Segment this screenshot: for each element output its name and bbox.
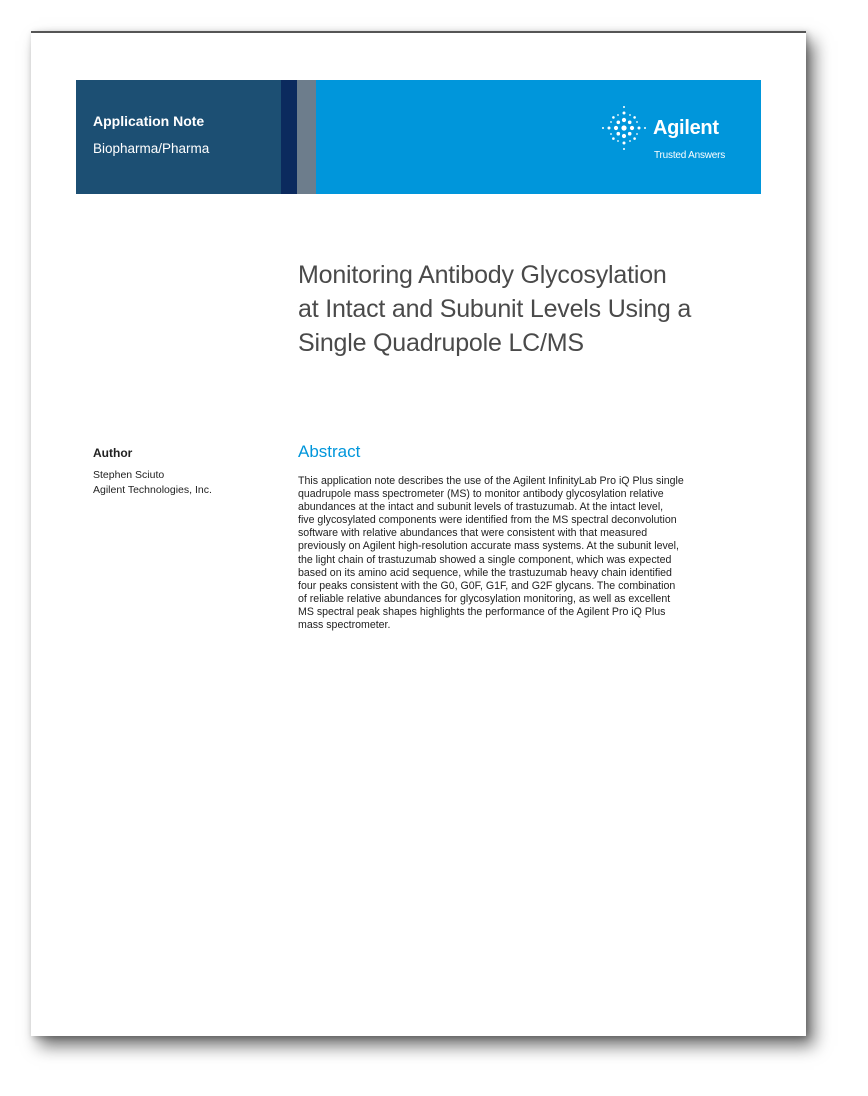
banner-doc-info — [76, 80, 281, 194]
document-category: Biopharma/Pharma — [93, 141, 210, 156]
document-page — [31, 31, 806, 1036]
agilent-logo — [598, 102, 728, 172]
abstract-heading: Abstract — [298, 442, 361, 461]
abstract-body: This application note describes the use of the Agilent InfinityLab Pro iQ Plus single quadrupole mass spectrometer (MS) to monitor antibody glycosylation relative abundances at the intact and subunit levels of trastuzumab. At the intact level, five glycosylated components were identified from the MS spectral deconvolution software with relative abundances that were consistent with that measured previously on Agilent high-resolution accurate mass systems. At the subunit level, the light chain of trastuzumab showed a single component, which was expected based on its amino acid sequence, while the trastuzumab heavy chain identified four peaks consistent with the G0, G0F, G1F, and G2F glycans. The combination of reliable relative abundances for glycosylation monitoring, as well as excellent MS spectral peak shapes highlights the performance of the Agilent Pro iQ Plus mass spectrometer. — [298, 475, 684, 632]
banner-stripe-navy — [281, 80, 297, 194]
author-organization: Agilent Technologies, Inc. — [93, 484, 212, 496]
brand-name: Agilent — [653, 117, 719, 139]
document-title: Monitoring Antibody Glycosylation at Intact and Subunit Levels Using a Single Quadrupole LC/MS — [298, 261, 692, 357]
agilent-spark-icon — [598, 102, 650, 154]
banner-brand-area — [316, 80, 761, 194]
author-name: Stephen Sciuto — [93, 469, 165, 481]
document-type: Application Note — [93, 113, 205, 129]
brand-tagline: Trusted Answers — [654, 150, 726, 161]
author-label: Author — [93, 446, 133, 460]
banner-stripe-gray — [297, 80, 316, 194]
header-banner — [76, 80, 761, 194]
